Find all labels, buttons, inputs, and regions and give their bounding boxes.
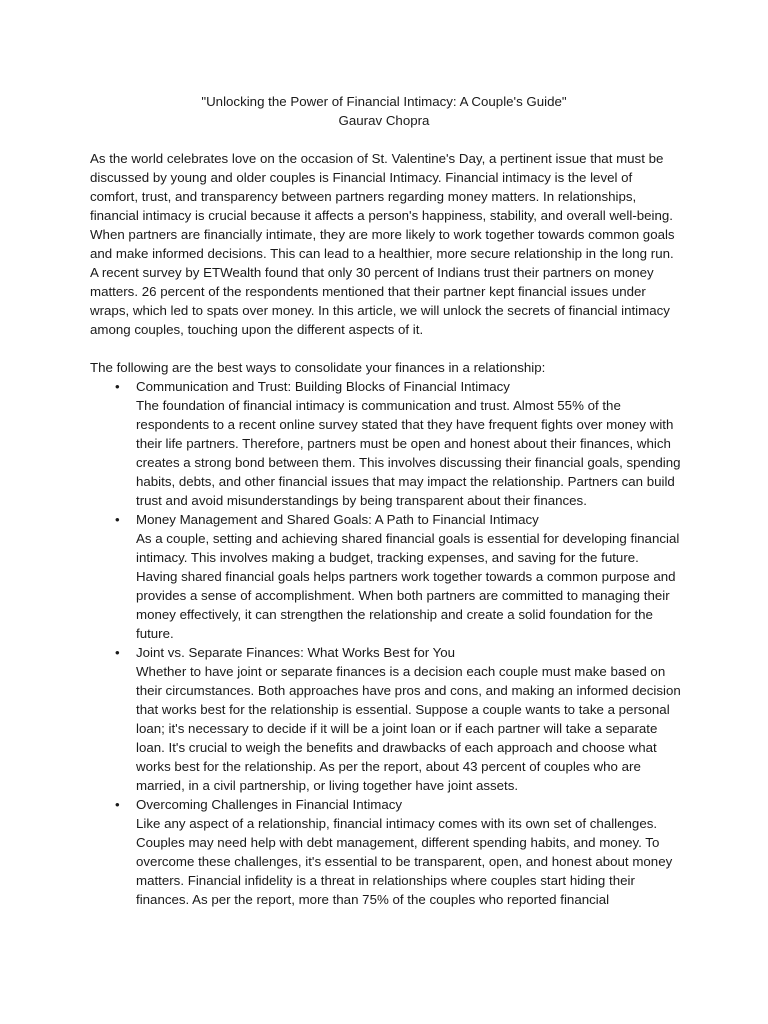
bullet-item-joint-vs-separate <box>90 643 682 795</box>
document-title: "Unlocking the Power of Financial Intimacy: A Couple's Guide" <box>201 94 567 109</box>
bullet-item-overcoming-challenges <box>90 795 682 909</box>
title-block <box>0 92 768 130</box>
bullet-heading: Communication and Trust: Building Blocks of Financial Intimacy <box>136 379 510 394</box>
intro-paragraph: As the world celebrates love on the occasion of St. Valentine's Day, a pertinent issue that must be discussed by young and older couples is Financial Intimacy. Financial intimacy is the level of comfort, trust, and transparency between partners regarding money matters. In relationships, financial intimacy is crucial because it affects a person's happiness, stability, and overall well-being. When partners are financially intimate, they are more likely to work together towards common goals and make informed decisions. This can lead to a healthier, more secure relationship in the long run. A recent survey by ETWealth found that only 30 percent of Indians trust their partners on money matters. 26 percent of the respondents mentioned that their partner kept financial issues under wraps, which led to spats over money. In this article, we will unlock the secrets of financial intimacy among couples, touching upon the different aspects of it. <box>90 151 675 337</box>
bullet-dot-icon: • <box>115 797 120 812</box>
bullet-item-money-management <box>90 510 682 643</box>
lead-in-paragraph: The following are the best ways to consolidate your finances in a relationship: <box>90 360 546 375</box>
bullet-heading: Money Management and Shared Goals: A Path to Financial Intimacy <box>136 512 539 527</box>
bullet-body: The foundation of financial intimacy is communication and trust. Almost 55% of the respondents to a recent online survey stated that they have frequent fights over money with their life partners. Therefore, partners must be open and honest about their finances, which creates a strong bond between them. This involves discussing their financial goals, spending habits, debts, and other financial issues that may impact the relationship. Partners can build trust and avoid misunderstandings by being transparent about their finances. <box>136 398 681 508</box>
bullet-list <box>90 377 682 909</box>
bullet-body: As a couple, setting and achieving shared financial goals is essential for developing financial intimacy. This involves making a budget, tracking expenses, and saving for the future. Having shared financial goals helps partners work together towards a common purpose and provides a sense of accomplishment. When both partners are committed to managing their money effectively, it can strengthen the relationship and create a solid foundation for the future. <box>136 531 680 641</box>
bullet-item-communication-trust <box>90 377 682 510</box>
bullet-body: Like any aspect of a relationship, financial intimacy comes with its own set of challenges. Couples may need help with debt management, different spending habits, and money. To overcome these challenges, it's essential to be transparent, open, and honest about money matters. Financial infidelity is a threat in relationships where couples start hiding their finances. As per the report, more than 75% of the couples who reported financial <box>136 816 673 907</box>
bullet-body: Whether to have joint or separate finances is a decision each couple must make based on their circumstances. Both approaches have pros and cons, and making an informed decision that works best for the relationship is essential. Suppose a couple wants to take a personal loan; it's necessary to decide if it will be a joint loan or if each partner will take a separate loan. It's crucial to weigh the benefits and drawbacks of each approach and choose what works best for the relationship. As per the report, about 43 percent of couples who are married, in a civil partnership, or living together have joint assets. <box>136 664 681 793</box>
document-author: Gaurav Chopra <box>338 113 430 128</box>
bullet-dot-icon: • <box>115 645 120 660</box>
bullet-dot-icon: • <box>115 379 120 394</box>
bullet-dot-icon: • <box>115 512 120 527</box>
bullet-heading: Overcoming Challenges in Financial Intimacy <box>136 797 403 812</box>
article-body <box>90 149 682 909</box>
bullet-heading: Joint vs. Separate Finances: What Works Best for You <box>136 645 456 660</box>
